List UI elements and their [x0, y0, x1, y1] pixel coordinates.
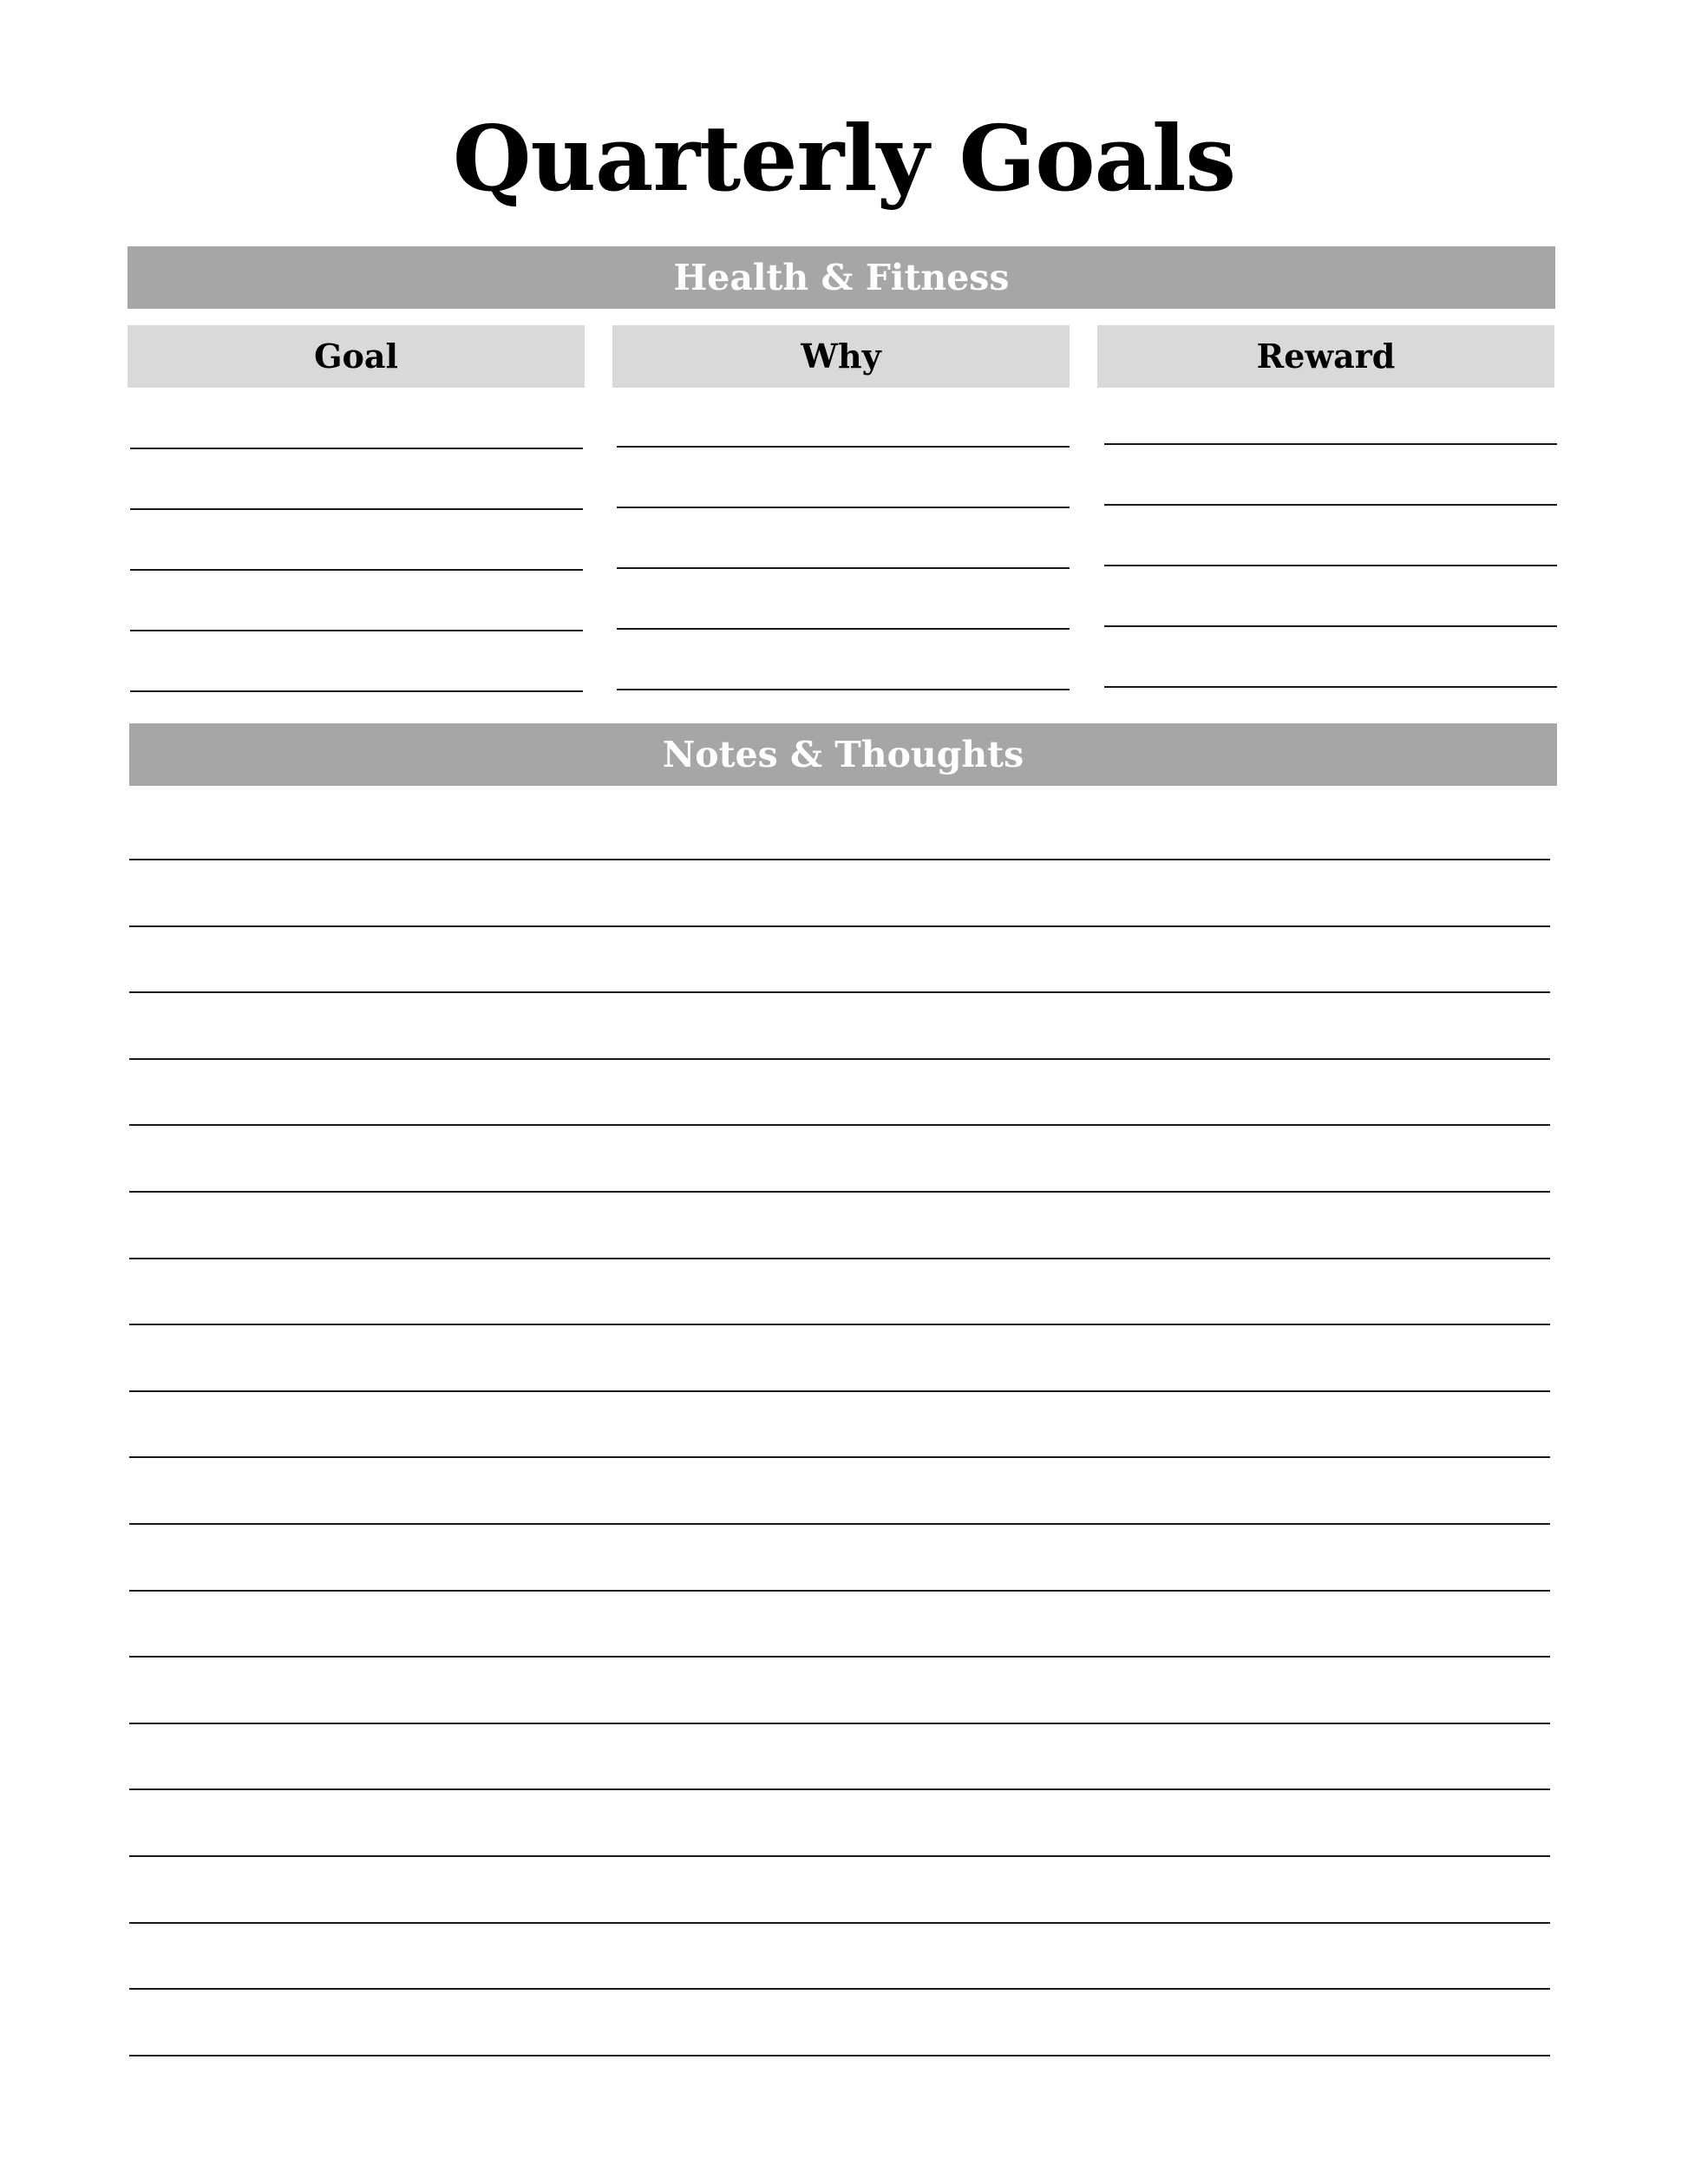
write-line [130, 630, 583, 631]
write-line [617, 507, 1070, 508]
write-line [617, 689, 1070, 690]
write-line [129, 1258, 1550, 1259]
write-line [617, 567, 1070, 569]
write-line [129, 925, 1550, 927]
write-line [129, 1456, 1550, 1458]
write-line [129, 859, 1550, 860]
write-line [129, 1191, 1550, 1193]
write-line [129, 2055, 1550, 2056]
write-line [129, 1656, 1550, 1658]
write-line [129, 1788, 1550, 1790]
write-line [617, 628, 1070, 630]
write-line [129, 1058, 1550, 1060]
write-line [129, 1590, 1550, 1592]
write-line [129, 1988, 1550, 1990]
write-line [129, 1390, 1550, 1392]
section-header-health-fitness: Health & Fitness [128, 246, 1555, 309]
write-line [130, 690, 583, 692]
write-line [129, 1922, 1550, 1924]
write-line [129, 991, 1550, 993]
write-line [129, 1124, 1550, 1126]
write-line [1104, 686, 1557, 688]
write-line [1104, 565, 1557, 566]
write-line [129, 1855, 1550, 1857]
write-line [130, 569, 583, 571]
write-line [1104, 504, 1557, 506]
column-header-goal: Goal [128, 325, 585, 388]
write-line [129, 1324, 1550, 1325]
section-header-notes-thoughts: Notes & Thoughts [129, 723, 1557, 786]
write-line [1104, 443, 1557, 445]
write-line [1104, 625, 1557, 627]
write-line [130, 508, 583, 510]
write-line [129, 1723, 1550, 1724]
write-line [129, 1523, 1550, 1525]
column-header-reward: Reward [1097, 325, 1554, 388]
column-header-why: Why [612, 325, 1070, 388]
write-line [130, 448, 583, 449]
page-title: Quarterly Goals [452, 105, 1236, 212]
write-line [617, 446, 1070, 448]
